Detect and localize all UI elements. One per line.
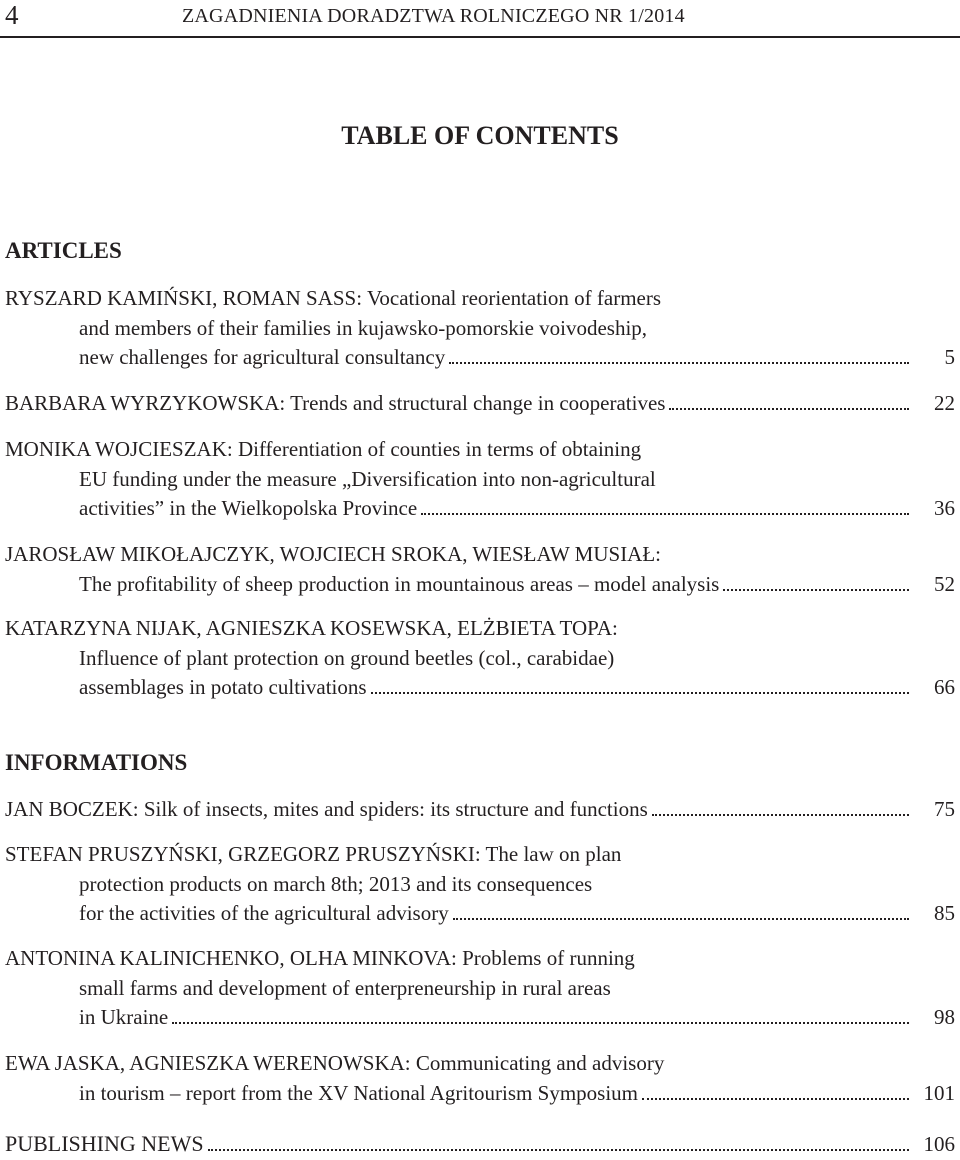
entry-text: for the activities of the agricultural advisory bbox=[79, 901, 449, 925]
toc-entry[interactable] bbox=[5, 795, 955, 825]
dot-leader bbox=[723, 571, 909, 591]
dot-leader bbox=[669, 390, 909, 410]
entry-line: and members of their families in kujawsko-pomorskie voivodeship, bbox=[79, 315, 648, 340]
entry-last-line bbox=[5, 899, 955, 929]
entry-page-number: 101 bbox=[923, 1080, 955, 1105]
toc-entry[interactable] bbox=[5, 389, 955, 419]
entry-last-line bbox=[5, 343, 955, 373]
entry-text: new challenges for agricultural consultancy bbox=[79, 345, 446, 369]
entry-line: JAROSŁAW MIKOŁAJCZYK, WOJCIECH SROKA, WIESŁAW MUSIAŁ: bbox=[5, 542, 662, 566]
entry-page-number: 75 bbox=[934, 797, 955, 821]
entry-last-line bbox=[5, 673, 955, 703]
entry-text: in tourism – report from the XV National Agritourism Symposium bbox=[79, 1080, 638, 1105]
dot-leader bbox=[371, 674, 909, 694]
entry-text: activities” in the Wielkopolska Province bbox=[79, 496, 418, 520]
page-title: TABLE OF CONTENTS bbox=[341, 121, 619, 150]
section-heading-articles: ARTICLES bbox=[5, 238, 122, 263]
entry-line: EWA JASKA, AGNIESZKA WERENOWSKA: Communicating and advisory bbox=[5, 1051, 665, 1075]
section-heading-informations: INFORMATIONS bbox=[5, 750, 188, 775]
dot-leader bbox=[652, 796, 909, 816]
dot-leader bbox=[208, 1131, 909, 1151]
entry-line: RYSZARD KAMIŃSKI, ROMAN SASS: Vocational reorientation of farmers bbox=[5, 286, 662, 310]
entry-line: MONIKA WOJCIESZAK: Differentiation of counties in terms of obtaining bbox=[5, 437, 642, 461]
entry-last-line bbox=[5, 795, 955, 825]
dot-leader bbox=[172, 1004, 909, 1024]
entry-text: assemblages in potato cultivations bbox=[79, 675, 367, 699]
toc-entry[interactable] bbox=[5, 284, 955, 373]
entry-last-line bbox=[5, 570, 955, 600]
entry-last-line bbox=[5, 1003, 955, 1033]
entry-line: EU funding under the measure „Diversification into non-agricultural bbox=[79, 466, 656, 491]
toc-entry[interactable] bbox=[5, 944, 955, 1033]
dot-leader bbox=[453, 900, 909, 920]
entry-line: Influence of plant protection on ground beetles (col., carabidae) bbox=[79, 645, 615, 670]
page-number: 4 bbox=[5, 0, 19, 30]
entry-page-number: 85 bbox=[934, 901, 955, 925]
entry-page-number: 22 bbox=[934, 391, 955, 415]
entry-line: STEFAN PRUSZYŃSKI, GRZEGORZ PRUSZYŃSKI: The law on plan bbox=[5, 842, 622, 866]
dot-leader bbox=[421, 495, 909, 515]
entry-page-number: 66 bbox=[934, 675, 955, 699]
entry-line: ANTONINA KALINICHENKO, OLHA MINKOVA: Problems of running bbox=[5, 946, 635, 970]
entry-text: JAN BOCZEK: Silk of insects, mites and spiders: its structure and functions bbox=[5, 797, 648, 821]
entry-page-number: 5 bbox=[944, 345, 955, 369]
toc-entry[interactable] bbox=[5, 435, 955, 524]
entry-page-number: 98 bbox=[934, 1005, 955, 1029]
entry-last-line bbox=[5, 494, 955, 524]
entry-page-number: 106 bbox=[923, 1132, 955, 1156]
dot-leader bbox=[642, 1080, 909, 1100]
toc-entry[interactable] bbox=[5, 840, 955, 929]
entry-last-line bbox=[5, 1079, 955, 1109]
entry-line: small farms and development of enterpreneurship in rural areas bbox=[79, 975, 611, 1000]
toc-entry[interactable] bbox=[5, 540, 955, 599]
toc-entry[interactable] bbox=[5, 614, 955, 703]
running-title: ZAGADNIENIA DORADZTWA ROLNICZEGO NR 1/2014 bbox=[182, 5, 685, 27]
entry-last-line bbox=[5, 389, 955, 419]
toc-entry[interactable] bbox=[5, 1049, 955, 1108]
entry-text: BARBARA WYRZYKOWSKA: Trends and structural change in cooperatives bbox=[5, 391, 666, 415]
entry-page-number: 36 bbox=[934, 496, 955, 520]
entry-text: PUBLISHING NEWS bbox=[5, 1131, 204, 1156]
entry-line: KATARZYNA NIJAK, AGNIESZKA KOSEWSKA, ELŻBIETA TOPA: bbox=[5, 616, 618, 640]
entry-line: protection products on march 8th; 2013 and its consequences bbox=[79, 871, 593, 896]
dot-leader bbox=[449, 344, 909, 364]
entry-text: in Ukraine bbox=[79, 1005, 169, 1029]
toc-entry-publishing-news[interactable] bbox=[5, 1129, 955, 1159]
entry-page-number: 52 bbox=[934, 571, 955, 596]
entry-text: The profitability of sheep production in mountainous areas – model analysis bbox=[79, 571, 720, 596]
entry-last-line bbox=[5, 1129, 955, 1159]
